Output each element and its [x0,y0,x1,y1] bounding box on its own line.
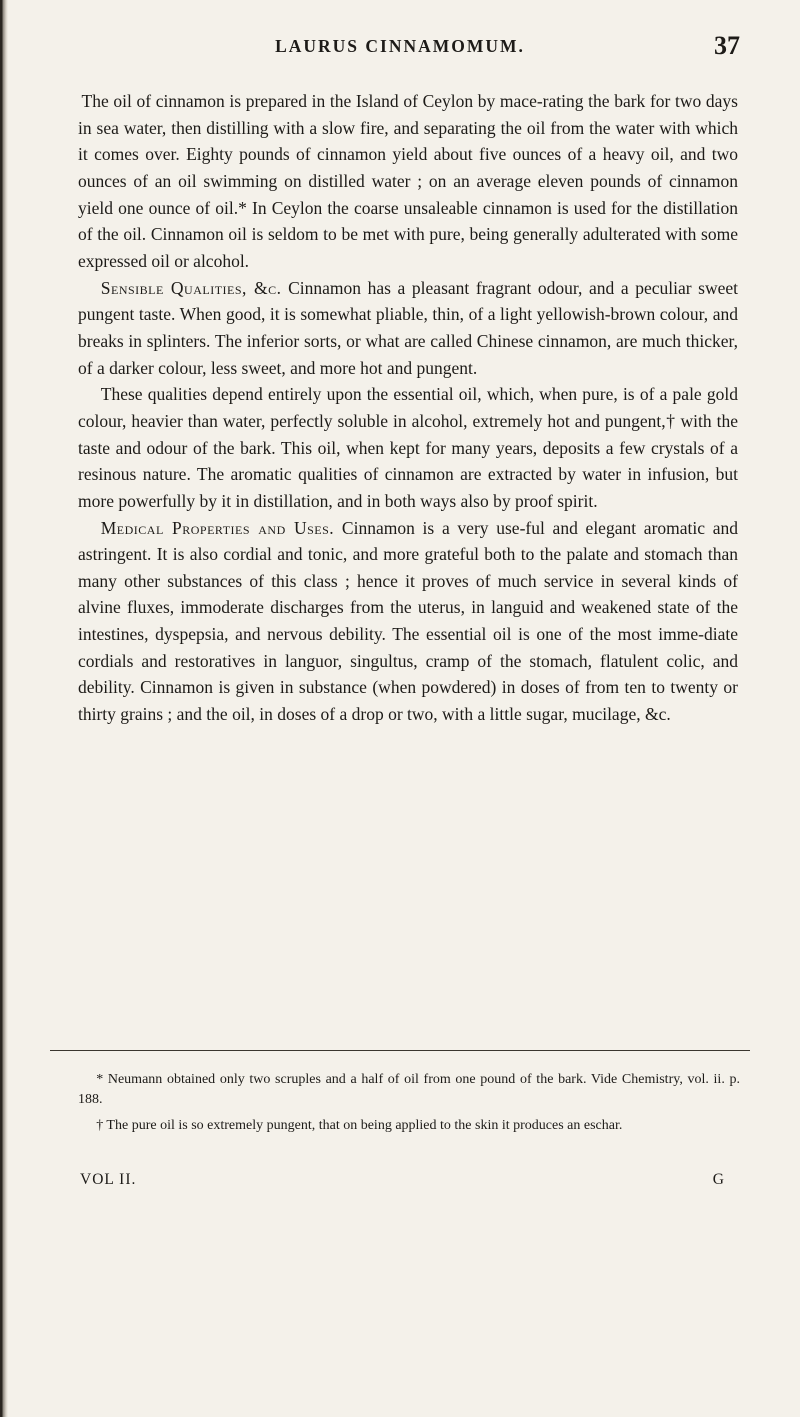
signature-line [80,1171,730,1193]
running-head [60,31,740,66]
paragraph-sensible-qualities [78,275,738,382]
volume-label: VOL II. [80,1171,137,1188]
paragraph-medical-properties-text: Cinnamon is a very use-ful and elegant aromatic and astringent. It is also cordial and tonic, and more grateful both to the palate and stomach than many other substances of this class ; hence it proves of much service in several kinds of alvine fluxes, immoderate discharges from the uterus, in languid and weakened state of the intestines, dyspepsia, and nervous debility. The essential oil is one of the most imme-diate cordials and restoratives in languor, singultus, cramp of the stomach, flatulent colic, and debility. Cinnamon is given in substance (when powdered) in doses of from ten to twenty or thirty grains ; and the oil, in doses of a drop or two, with a little sugar, mucilage, &c. [78,517,738,725]
footnote-pungent-oil: † The pure oil is so extremely pungent, that on being applied to the skin it produces an eschar. [96,1118,623,1133]
running-title: LAURUS CINNAMOMUM. [275,36,525,56]
paragraph-essential-oil: These qualities depend entirely upon the essential oil, which, when pure, is of a pale gold colour, heavier than water, perfectly soluble in alcohol, extremely hot and pungent,† with the taste and odour of the bark. This oil, when kept for many years, deposits a few crystals of a resinous nature. The aromatic qualities of cinnamon are extracted by water in infusion, but more powerfully by it in distillation, and in both ways also by proof spirit. [78,384,738,511]
body-text [78,88,738,728]
footnote-neumann: * Neumann obtained only two scruples and a half of oil from one pound of the bark. Vide Chemistry, vol. ii. p. 188. [78,1072,740,1107]
footnote-divider [50,1050,750,1051]
page-binding-edge [0,0,8,1417]
section-heading-medical-properties: Medical Properties and Uses. [100,517,335,538]
page-number: 37 [714,31,740,60]
paragraph-oil-preparation: The oil of cinnamon is prepared in the Island of Ceylon by mace-rating the bark for two days in sea water, then distilling with a slow fire, and separating the oil from the water with which it comes over. Eighty pounds of cinnamon yield about five ounces of a heavy oil, and two ounces of an oil swimming on distilled water ; on an average eleven pounds of cinnamon yield one ounce of oil.* In Ceylon the coarse unsaleable cinnamon is used for the distillation of the oil. Cinnamon oil is seldom to be met with pure, being generally adulterated with some expressed oil or alcohol. [78,91,738,271]
signature-mark: G [712,1171,725,1188]
paragraph-medical-properties [78,515,738,728]
footnotes [78,1070,740,1142]
paragraph-sensible-qualities-text: Cinnamon has a pleasant fragrant odour, and a peculiar sweet pungent taste. When good, it is somewhat pliable, thin, of a light yellowish-brown colour, and breaks in splinters. The inferior sorts, or what are called Chinese cinnamon, are much thicker, of a darker colour, less sweet, and more hot and pungent. [78,277,738,378]
section-heading-sensible-qualities: Sensible Qualities, &c. [100,277,282,298]
